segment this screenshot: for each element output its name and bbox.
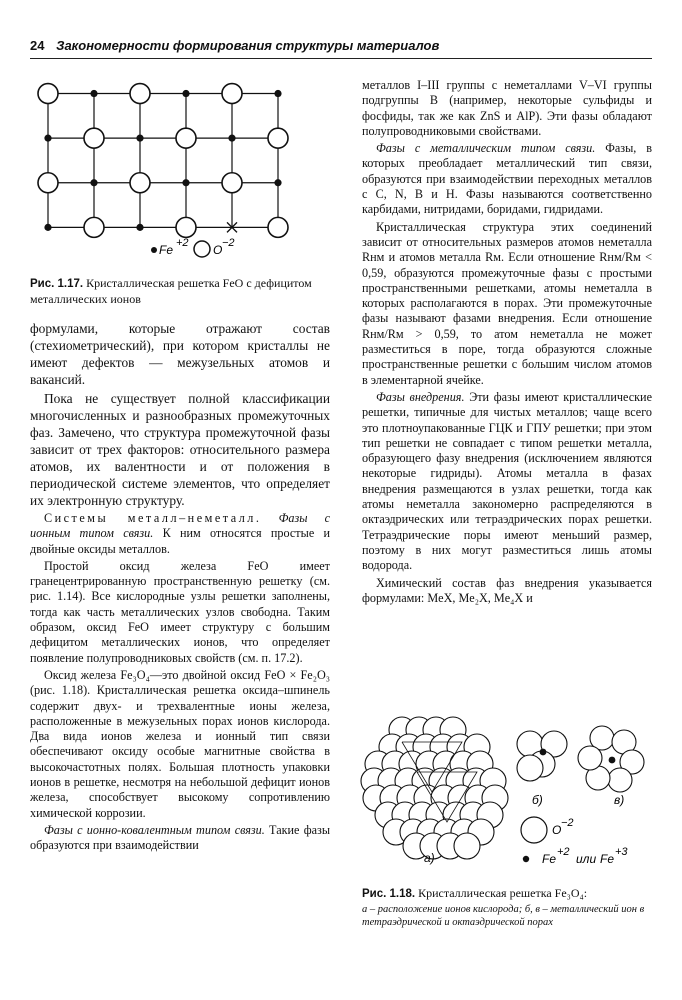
fe-ion xyxy=(182,179,189,186)
legend-fe3-charge: +3 xyxy=(615,846,628,858)
paragraph: металлов I–III группы с неметаллами V–VI группы подгруппы В (например, некоторые сульфиды и фосфиды, так же как ZnS и AlP). Эти фазы обладают полупроводниковыми свойствами. xyxy=(362,78,652,138)
oxygen-ion xyxy=(38,173,58,193)
legend-o-charge: −2 xyxy=(222,237,235,249)
oxygen-ion xyxy=(268,128,288,148)
paragraph: формулами, которые отражают состав (стехиометрический), при котором кристаллы не имеют дефектов — межузельных атомов и вакансий. xyxy=(30,321,330,387)
oxygen-ion xyxy=(38,84,58,104)
paragraph-text: К ним относятся простые и двойные оксиды металлов. xyxy=(30,526,330,556)
legend-fe-charge: +2 xyxy=(557,846,570,858)
running-title: Закономерности формирования структуры материалов xyxy=(56,38,440,53)
oxygen-ion xyxy=(130,84,150,104)
paragraph: Пока не существует полной классификации многочисленных и разнообразных промежуточных фаз. Замечено, что структура промежуточной фазы зависит от трех факторов: относительного размера атомов, их валентности и от положения в периодической системе элементов, что определяет их электронную структуру. xyxy=(30,391,330,508)
label-v: в) xyxy=(614,793,625,807)
paragraph: Оксид железа Fe₃O₄—это двойной оксид FeO × Fe₂O₃ (рис. 1.18). Кристаллическая решетка оксида–шпинель содержит двух- и трехвалентные ионы железа, расположенные в межузельных порах ионов кислорода. Два вида ионов железа и ионный тип связи обеспечивают оксиду особые магнитные свойства в высокочастотных полях. Большая плотность упаковки ионов в решетке, несмотря на небольшой дефицит ионов железа, способствует высокому сопротивлению химической коррозии. xyxy=(30,667,330,820)
fe-ion xyxy=(90,179,97,186)
legend-o-charge: −2 xyxy=(561,817,574,829)
legend-fe-label: Fe xyxy=(542,852,557,866)
legend-o-label: O xyxy=(213,243,223,257)
oxygen-ion xyxy=(578,746,602,770)
tetrahedral-pore-b xyxy=(517,731,567,781)
figure-1-18-spinel xyxy=(362,712,652,880)
section-heading: Системы металл–неметалл. xyxy=(44,511,262,525)
figure-1-18-caption xyxy=(362,886,652,929)
figure-1-17-caption-label: Рис. 1.17. xyxy=(30,278,84,290)
subheading: Фазы внедрения. xyxy=(376,389,465,404)
figure-1-18-caption-label: Рис. 1.18. xyxy=(362,888,416,900)
paragraph-metallic xyxy=(362,141,652,217)
figure-1-17-caption-text: Кристаллическая решетка FeO с дефицитом металлических ионов xyxy=(30,276,312,306)
paragraph: Простой оксид железа FeO имеет гранецентрированную пространственную решетку (см. рис. 1.14). Все кислородные узлы решетки заполнены, тогда как часть металлических узлов свободна. Таким образом, оксид FeO имеет структуру с большим дефицитом металлических ионов, что определяет появление полупроводниковых свойств (см. п. 17.2). xyxy=(30,558,330,665)
oxygen-ion xyxy=(176,217,196,237)
fe-ion-legend-dot xyxy=(151,247,157,253)
oxygen-ion xyxy=(84,128,104,148)
label-b: б) xyxy=(532,793,543,807)
paragraph-text: Эти фазы имеют кристаллические решетки, типичные для чистых металлов; чаще всего это плотноупакованные ГЦК и ГПУ решетки; при этом тип решетки не совпадает с типом решетки металла, образующего фазу внедрения (исключением являются некоторые гидриды). Атомы металла в фазах внедрения размещаются в узлах решетки, тогда как атомы неметалла закономерно распределяются в октаэдрических или тетраэдрических порах решетки. Тетраэдрические поры имеют меньший размер, поэтому в них могут разместиться лишь атомы водорода. xyxy=(362,389,652,573)
page-number: 24 xyxy=(30,38,45,53)
oxygen-ion xyxy=(222,84,242,104)
octahedral-pore-v xyxy=(578,726,644,792)
oxygen-ion xyxy=(84,217,104,237)
o-ion-legend-circle xyxy=(521,817,547,843)
paragraph: Химический состав фаз внедрения указывается формулами: MeX, Me₂X, Me₄X и xyxy=(362,575,652,605)
oxygen-packing-a xyxy=(361,717,508,859)
paragraph-text: Фазы, в которых преобладает металлический тип связи, образуются при взаимодействии переходных металлов с C, N, B и H. Фазы называются соответственно карбидами, нитридами, боридами, гидридами. xyxy=(362,141,652,217)
oxygen-ion xyxy=(517,755,543,781)
fe-ion xyxy=(90,90,97,97)
fe-ion xyxy=(274,90,281,97)
figure-1-18-caption-sub: а – расположение ионов кислорода; б, в – металлический ион в тетраэдрической и октаэдрической порах xyxy=(362,904,645,928)
fe-ion-legend-dot xyxy=(523,856,529,862)
paragraph-text: Такие фазы образуются при взаимодействии xyxy=(30,822,331,853)
oxygen-ion xyxy=(608,768,632,792)
subheading: Фазы с ионным типом связи. xyxy=(30,511,331,541)
fe-ion xyxy=(540,749,547,756)
oxygen-ion xyxy=(268,217,288,237)
fe-ion xyxy=(182,90,189,97)
label-a: а) xyxy=(424,851,435,865)
subheading: Фазы с металлическим типом связи. xyxy=(376,141,596,156)
oxygen-ion xyxy=(176,128,196,148)
fe-ion xyxy=(44,224,51,231)
legend-or: или xyxy=(576,852,597,866)
oxygen-ion xyxy=(222,173,242,193)
fe-ion xyxy=(228,135,235,142)
figure-1-17-lattice xyxy=(30,78,330,278)
figure-1-17-caption xyxy=(30,276,330,307)
paragraph-ionic-covalent xyxy=(30,823,330,854)
running-header xyxy=(30,36,652,59)
paragraph-interstitial xyxy=(362,390,652,574)
figure-1-17-legend xyxy=(151,237,235,257)
paragraph-systems xyxy=(30,511,330,557)
fe-ion xyxy=(136,135,143,142)
legend-fe3-label: Fe xyxy=(600,852,615,866)
right-column xyxy=(362,78,652,606)
legend-o-label: O xyxy=(552,823,562,837)
legend-fe-charge: +2 xyxy=(176,237,189,249)
oxygen-ion xyxy=(130,173,150,193)
o-ion-legend-circle xyxy=(194,241,210,257)
fe-ion xyxy=(136,224,143,231)
left-column xyxy=(30,320,330,854)
subheading: Фазы с ионно-ковалентным типом связи. xyxy=(44,822,265,837)
oxygen-ion xyxy=(454,833,480,859)
figure-1-18-caption-text: Кристаллическая решетка Fe₃O₄: xyxy=(418,886,588,900)
legend-fe-label: Fe xyxy=(159,243,174,257)
fe-ion xyxy=(609,757,616,764)
paragraph: Кристаллическая структура этих соединений зависит от относительных размеров атомов неметалла Rнм и атомов металла Rм. Если отношение Rнм/Rм < 0,59, образуются промежуточные фазы с простыми пространственными решетками, атомы неметалла в которых располагаются в порах. Эти промежуточные фазы называют фазами внедрения. Если отношение Rнм/Rм > 0,59, то атом неметалла не может разместиться в поре, тогда образуются сложные пространственные решетки с большим числом атомов в элементарной ячейке. xyxy=(362,219,652,387)
fe-ion xyxy=(274,179,281,186)
fe-ion xyxy=(44,135,51,142)
